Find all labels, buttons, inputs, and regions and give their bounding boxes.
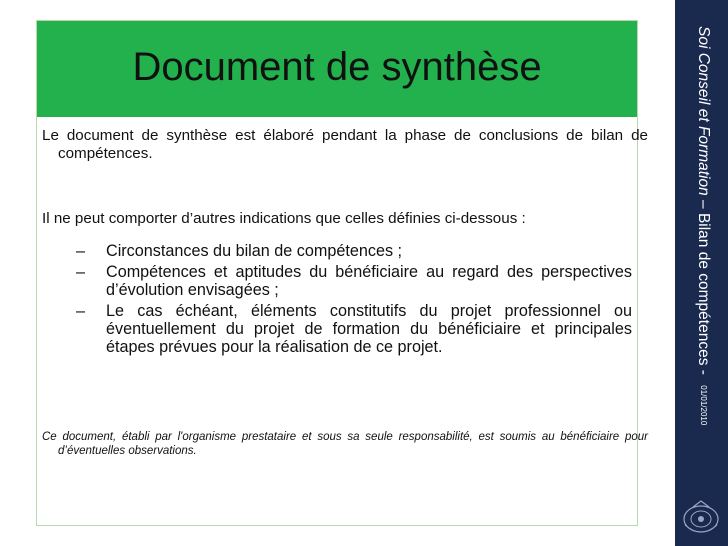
- sidebar-company: Soi Conseil et Formation: [695, 26, 712, 196]
- sidebar-subject: Bilan de compétences -: [695, 212, 712, 380]
- bullet-list: [42, 242, 632, 359]
- bullet-text: Compétences et aptitudes du bénéficiaire au regard des perspectives d’évolution envisagées ;: [106, 263, 632, 299]
- title-bar: [37, 21, 637, 117]
- list-item: [42, 263, 632, 299]
- bullet-text: Circonstances du bilan de compétences ;: [106, 242, 403, 260]
- list-item: [42, 242, 632, 260]
- crest-logo-icon: [679, 495, 723, 539]
- bullet-text: Le cas échéant, éléments constitutifs du projet professionnel ou éventuellement du projet de formation du bénéficiaire et principales étapes prévues pour la réalisation de ce projet.: [106, 302, 632, 356]
- list-item: [42, 302, 632, 356]
- sidebar-separator: –: [695, 195, 712, 213]
- footnote: Ce document, établi par l'organisme prestataire et sous sa seule responsabilité, est soumis au bénéficiaire pour d’éventuelles observations.: [42, 431, 648, 457]
- sidebar-caption: [694, 26, 712, 425]
- slide-title: Document de synthèse: [132, 44, 542, 89]
- paragraph-intro: Le document de synthèse est élaboré pendant la phase de conclusions de bilan de compétences.: [42, 127, 648, 162]
- sidebar-date: 01/01/2010: [698, 385, 708, 426]
- bullet-marker: –: [76, 263, 86, 281]
- bullet-marker: –: [76, 242, 86, 260]
- bullet-marker: –: [76, 302, 86, 320]
- paragraph-indications: Il ne peut comporter d’autres indications que celles définies ci-dessous :: [42, 210, 526, 227]
